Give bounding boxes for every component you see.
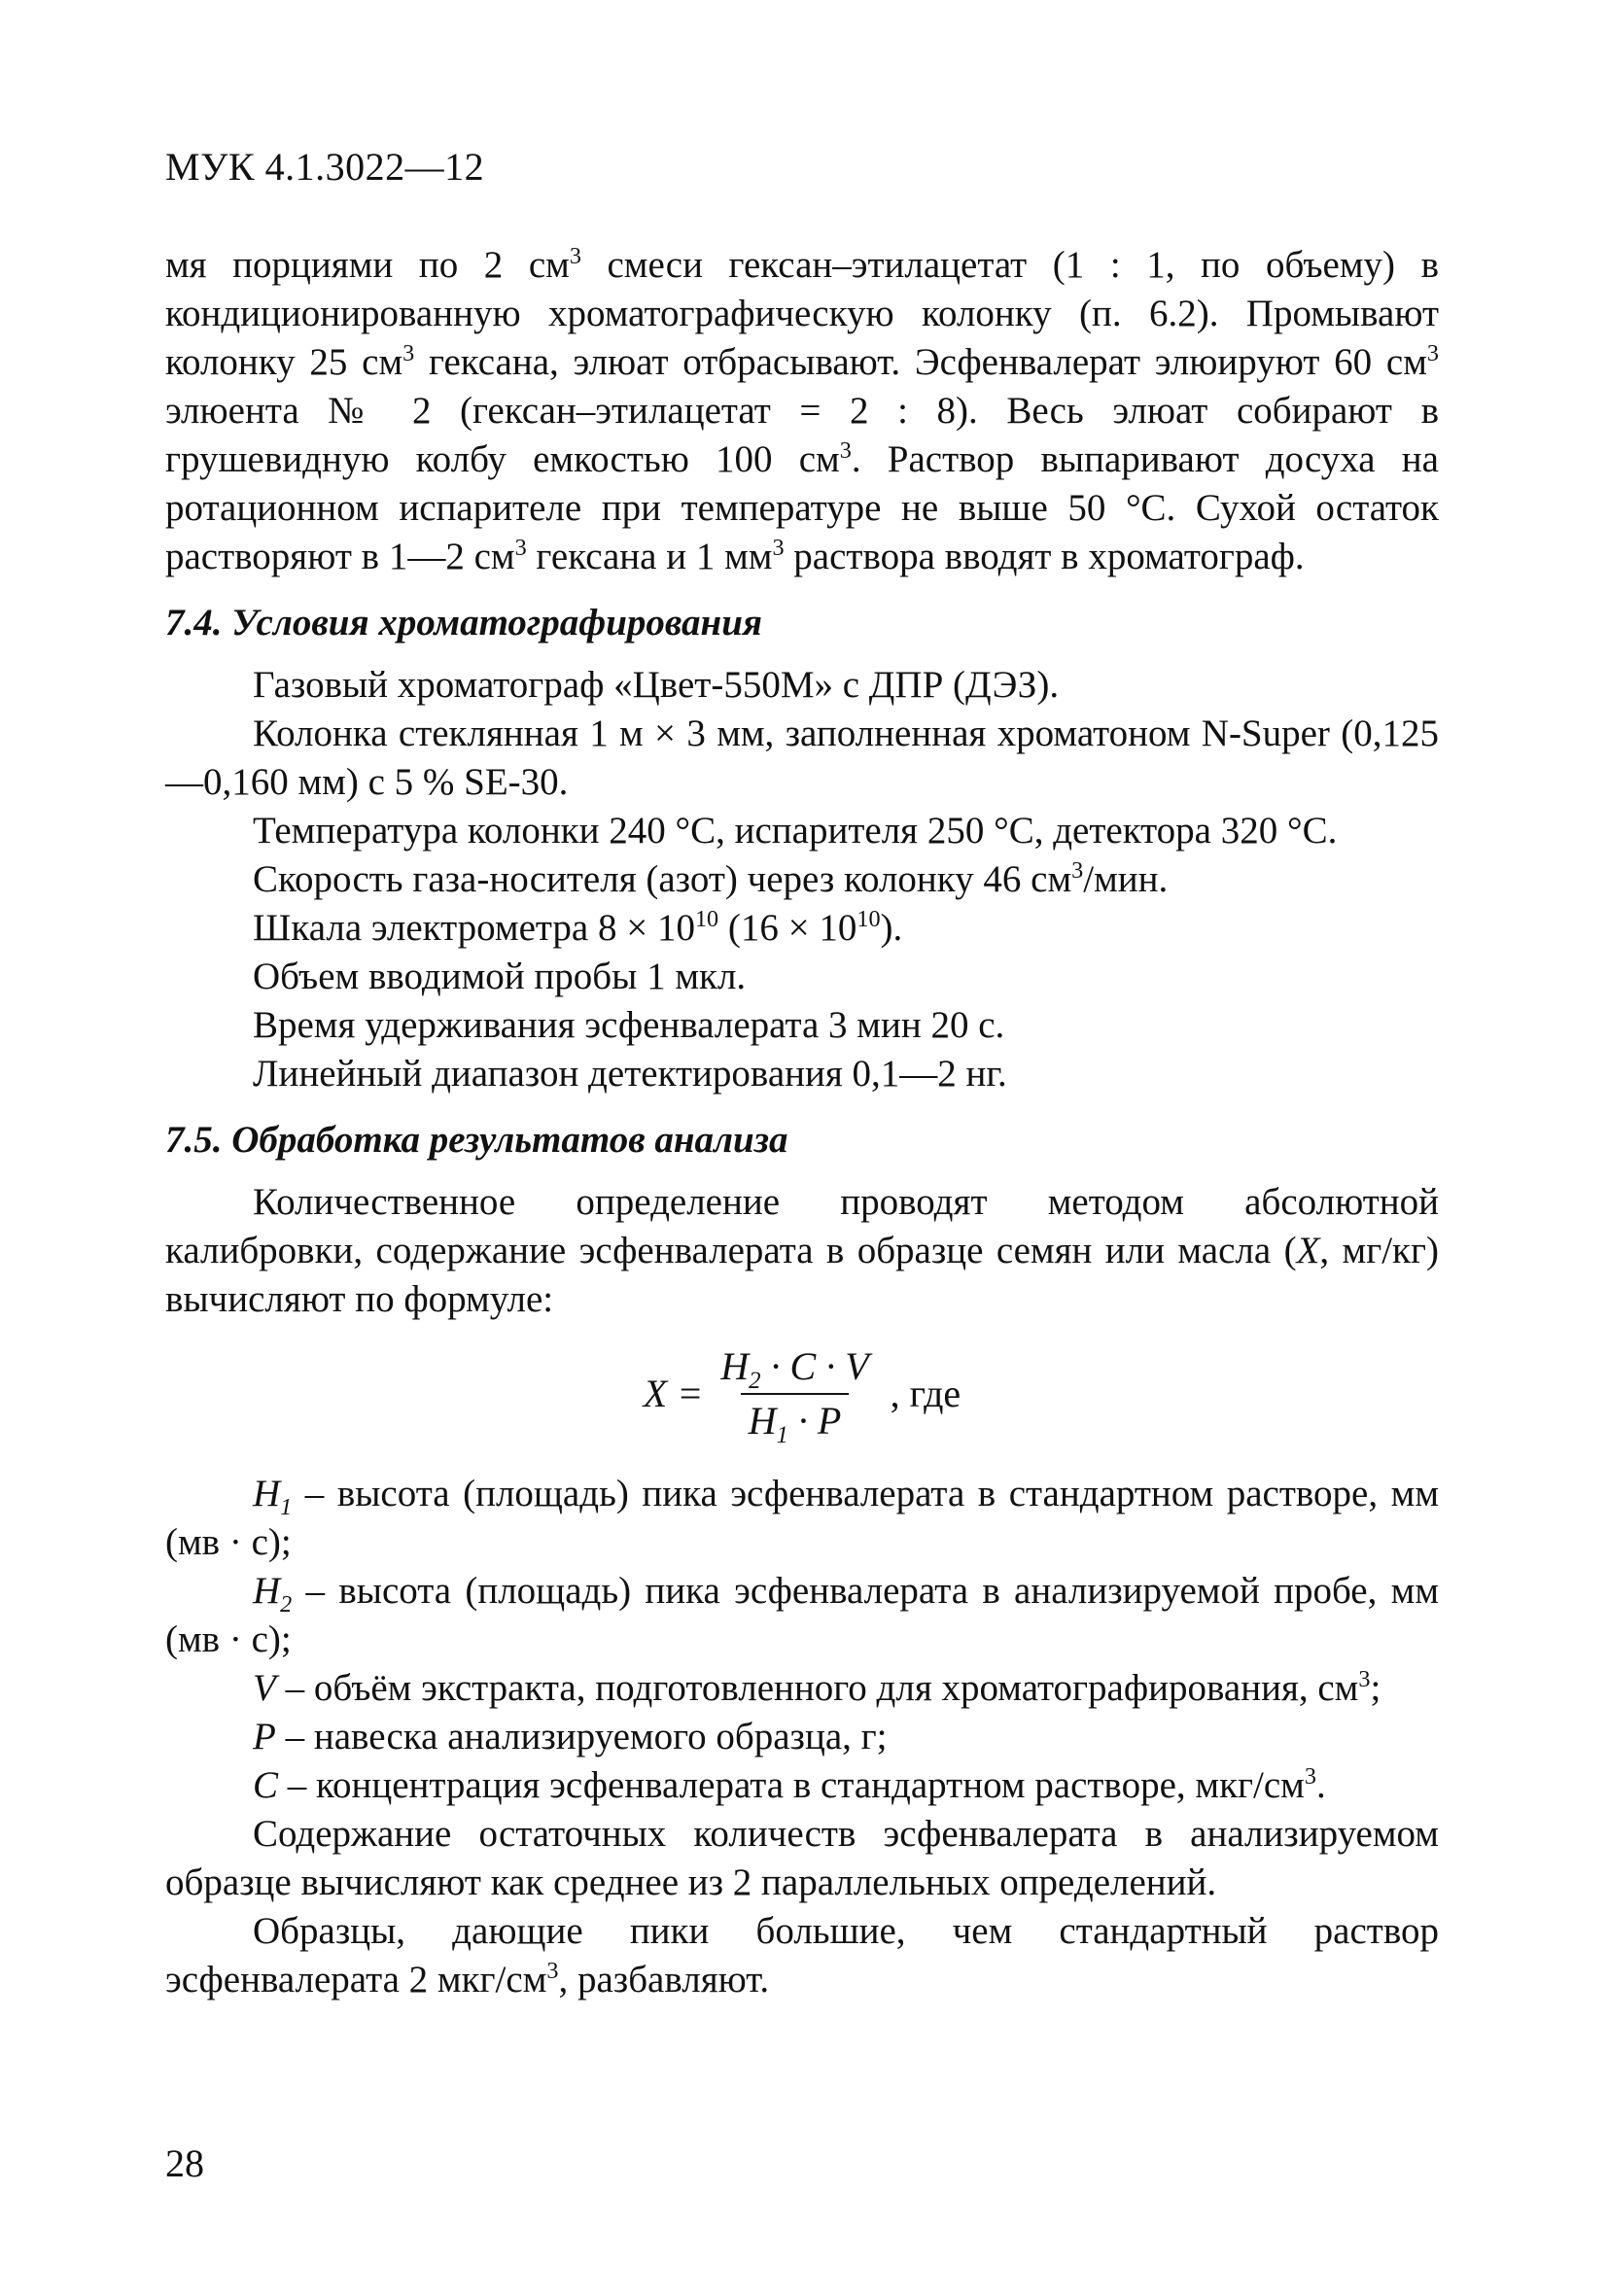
text-run: элюента № 2 (гексан–этилацетат = 2 : 8). Весь элюат собирают в грушевидную колбу емкостью 100 см (165, 390, 1439, 480)
dilution-paragraph (165, 1907, 1439, 2004)
text-run: – объём экстракта, подготовленного для хроматографирования, см (275, 1667, 1359, 1709)
symbol-h: H (748, 1399, 777, 1443)
text-run: . (1315, 1764, 1326, 1806)
text-run: Скорость газа-носителя (азот) через колонку 46 см (253, 858, 1072, 900)
formula-lhs: X = (643, 1372, 704, 1415)
document-body (165, 241, 1439, 2004)
symbol-h2: H (253, 1570, 281, 1612)
symbol-h: H (720, 1344, 750, 1388)
formula-block (165, 1343, 1439, 1448)
text-run: · C · V (760, 1344, 869, 1388)
text-run: Количественное определение проводят методом абсолютной калибровки, содержание эсфенвалерата в образце семян или масла ( (165, 1181, 1439, 1271)
subscript: 2 (280, 1590, 293, 1618)
superscript: 3 (546, 1958, 559, 1984)
definition-v (165, 1664, 1439, 1713)
section-7-4-title: 7.4. Условия хроматографирования (165, 602, 762, 644)
text-run: · P (787, 1399, 842, 1443)
linear-range-line: Линейный диапазон детектирования 0,1—2 нг. (253, 1053, 1007, 1095)
text-run: мя порциями по 2 см (165, 244, 570, 286)
chromatograph-line: Газовый хроматограф «Цвет-550М» с ДПР (ДЭЗ). (253, 664, 1060, 706)
superscript: 3 (1071, 857, 1084, 884)
text-run: – навеска анализируемого образца, г; (275, 1716, 888, 1757)
subscript: 2 (749, 1368, 761, 1394)
text-run: – высота (площадь) пика эсфенвалерата в анализируемой пробе, мм (мв · с); (165, 1570, 1439, 1660)
document-code-header: МУК 4.1.3022—12 (165, 145, 485, 189)
formula-numerator (715, 1342, 874, 1393)
continued-paragraph (165, 241, 1439, 581)
definition-p (165, 1713, 1439, 1761)
text-run: гексана и 1 мм (526, 536, 773, 577)
symbol-x: X (1296, 1230, 1320, 1271)
text-run: , мг/кг) вычисляют по формуле: (165, 1230, 1439, 1320)
page-number: 28 (165, 2141, 204, 2185)
text-run: (16 × 10 (718, 907, 857, 949)
section-7-5-title: 7.5. Обработка результатов анализа (165, 1119, 788, 1161)
symbol-p: P (253, 1716, 276, 1757)
text-run: /мин. (1083, 858, 1169, 900)
formula (643, 1342, 961, 1448)
superscript: 3 (514, 535, 527, 561)
formula-fraction (715, 1342, 874, 1448)
retention-time-line: Время удерживания эсфенвалерата 3 мин 20 с. (253, 1004, 1005, 1046)
superscript: 10 (856, 906, 881, 932)
text-run: – концентрация эсфенвалерата в стандартном растворе, мкг/см (278, 1764, 1305, 1806)
symbol-c: C (253, 1764, 279, 1806)
text-run: раствора вводят в хроматограф. (784, 536, 1305, 577)
text-run: Образцы, дающие пики большие, чем стандартный раствор эсфенвалерата 2 мкг/см (165, 1910, 1439, 2000)
symbol-h1: H (253, 1473, 281, 1514)
calculation-intro (165, 1178, 1439, 1324)
text-run: . Раствор выпаривают досуха на ротационном испарителе при температуре не выше 50 °С. Сухой остаток растворяют в 1—2 см (165, 438, 1439, 577)
text-run: смеси гексан–этилацетат (1 : 1, по объему) в кондиционированную хроматографическую колонку (п. 6.2). Промывают колонку 25 см (165, 244, 1439, 383)
text-run: ; (1370, 1667, 1381, 1709)
superscript: 3 (402, 340, 415, 366)
temperature-line: Температура колонки 240 °С, испарителя 250 °С, детектора 320 °С. (253, 810, 1338, 852)
text-run: гексана, элюат отбрасывают. Эсфенвалерат элюируют 60 см (414, 341, 1427, 383)
formula-where: , где (890, 1372, 961, 1415)
superscript: 3 (839, 437, 852, 464)
symbol-v: V (253, 1667, 276, 1709)
text-run: – высота (площадь) пика эсфенвалерата в стандартном растворе, мм (мв · с); (165, 1473, 1439, 1563)
electrometer-line (165, 904, 1439, 953)
carrier-gas-line (165, 855, 1439, 904)
superscript: 3 (1304, 1763, 1316, 1790)
text-run: Шкала электрометра 8 × 10 (253, 907, 695, 949)
superscript: 3 (1426, 340, 1439, 366)
superscript: 3 (569, 243, 581, 269)
superscript: 3 (772, 535, 785, 561)
superscript: 3 (1358, 1666, 1371, 1692)
text-run: , разбавляют. (558, 1959, 770, 2000)
mean-paragraph: Содержание остаточных количеств эсфенвалерата в анализируемом образце вычисляют как среднее из 2 параллельных определений. (165, 1813, 1439, 1903)
formula-denominator (741, 1393, 850, 1448)
definition-h1 (165, 1470, 1439, 1567)
column-line: Колонка стеклянная 1 м × 3 мм, заполненная хроматоном N-Super (0,125—0,160 мм) с 5 % SE-30. (165, 713, 1439, 803)
subscript: 1 (280, 1493, 293, 1520)
superscript: 10 (694, 906, 719, 932)
subscript: 1 (776, 1422, 788, 1448)
definition-c (165, 1761, 1439, 1810)
sample-volume-line: Объем вводимой пробы 1 мкл. (253, 956, 747, 997)
text-run: ). (880, 907, 903, 949)
definition-h2 (165, 1567, 1439, 1664)
